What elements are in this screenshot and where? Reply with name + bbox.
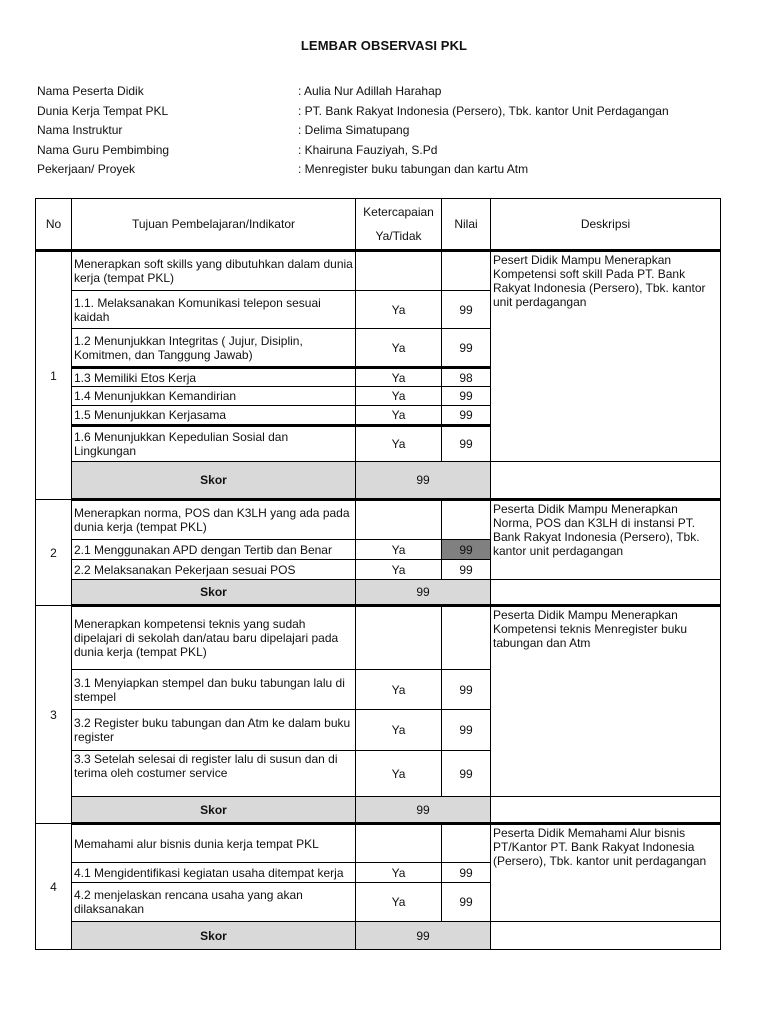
indicator-label: 4.2 menjelaskan rencana usaha yang akan dilaksanakan (72, 883, 356, 922)
indicator-label: 1.1. Melaksanakan Komunikasi telepon sesuai kaidah (72, 291, 356, 329)
section-title: Menerapkan soft skills yang dibutuhkan dalam dunia kerja (tempat PKL) (72, 251, 356, 291)
info-value: : PT. Bank Rakyat Indonesia (Persero), Tbk. kantor Unit Perdagangan (298, 103, 669, 118)
nilai-value: 99 (442, 863, 491, 883)
section-title: Memahami alur bisnis dunia kerja tempat PKL (72, 824, 356, 863)
empty-cell (442, 824, 491, 863)
ketercapaian-value: Ya (356, 863, 442, 883)
info-label: Nama Guru Pembimbing (37, 142, 170, 157)
ketercapaian-value: Ya (356, 751, 442, 797)
section-title: Menerapkan norma, POS dan K3LH yang ada pada dunia kerja (tempat PKL) (72, 500, 356, 540)
skor-label: Skor (72, 462, 356, 500)
skor-label: Skor (72, 797, 356, 824)
info-row-pekerjaan (37, 160, 737, 180)
table-row-section-title (36, 251, 721, 291)
info-row-instruktur (37, 121, 737, 141)
info-label: Nama Instruktur (37, 123, 123, 137)
empty-cell (442, 251, 491, 291)
indicator-label: 2.2 Melaksanakan Pekerjaan sesuai POS (72, 560, 356, 580)
ketercapaian-value: Ya (356, 710, 442, 751)
ketercapaian-value: Ya (356, 426, 442, 462)
ketercapaian-value: Ya (356, 368, 442, 387)
table-header-row (36, 199, 721, 251)
skor-row (36, 580, 721, 606)
header-ketercapaian-line2: Ya/Tidak (375, 229, 422, 243)
info-value: : Delima Simatupang (298, 123, 410, 137)
ketercapaian-value: Ya (356, 291, 442, 329)
empty-cell (491, 580, 721, 606)
nilai-value: 99 (442, 560, 491, 580)
indicator-label: 1.2 Menunjukkan Integritas ( Jujur, Disiplin, Komitmen, dan Tanggung Jawab) (72, 329, 356, 368)
ketercapaian-value: Ya (356, 883, 442, 922)
section-number: 3 (36, 606, 72, 824)
nilai-value: 99 (442, 751, 491, 797)
empty-cell (442, 500, 491, 540)
empty-cell (442, 606, 491, 670)
header-ketercapaian (356, 199, 442, 251)
skor-label: Skor (72, 580, 356, 606)
section-number: 1 (36, 251, 72, 500)
header-no: No (36, 199, 72, 251)
skor-label: Skor (72, 922, 356, 950)
empty-cell (356, 251, 442, 291)
info-row-nama-peserta (37, 82, 737, 102)
nilai-value: 99 (442, 329, 491, 368)
indicator-label: 1.5 Menunjukkan Kerjasama (72, 406, 356, 426)
ketercapaian-value: Ya (356, 540, 442, 560)
info-value: : Aulia Nur Adillah Harahap (298, 84, 442, 98)
empty-cell (356, 606, 442, 670)
document-title: LEMBAR OBSERVASI PKL (300, 38, 468, 53)
empty-cell (491, 797, 721, 824)
skor-row (36, 462, 721, 500)
info-label: Nama Peserta Didik (37, 84, 144, 98)
section-description: Pesert Didik Mampu Menerapkan Kompetensi soft skill Pada PT. Bank Rakyat Indonesia (Persero), Tbk. kantor unit perdagangan (491, 251, 721, 462)
info-label: Dunia Kerja Tempat PKL (37, 103, 169, 118)
skor-value: 99 (356, 580, 491, 606)
nilai-value: 99 (442, 426, 491, 462)
header-ketercapaian-line1: Ketercapaian (363, 205, 434, 219)
ketercapaian-value: Ya (356, 670, 442, 710)
section-title: Menerapkan kompetensi teknis yang sudah dipelajari di sekolah dan/atau baru dipelajari pada dunia kerja (tempat PKL) (72, 606, 356, 670)
header-deskripsi: Deskripsi (491, 199, 721, 251)
skor-row (36, 922, 721, 950)
skor-row (36, 797, 721, 824)
section-number: 4 (36, 824, 72, 950)
info-row-guru-pembimbing (37, 141, 737, 161)
ketercapaian-value: Ya (356, 406, 442, 426)
indicator-label: 1.4 Menunjukkan Kemandirian (72, 387, 356, 406)
empty-cell (356, 500, 442, 540)
info-row-dunia-kerja (37, 102, 737, 122)
skor-value: 99 (356, 797, 491, 824)
info-value: : Menregister buku tabungan dan kartu Atm (298, 162, 529, 176)
section-description: Peserta Didik Memahami Alur bisnis PT/Kantor PT. Bank Rakyat Indonesia (Persero), Tbk. kantor unit perdagangan (491, 824, 721, 922)
nilai-value: 98 (442, 368, 491, 387)
observation-table (35, 198, 721, 950)
nilai-value: 99 (442, 291, 491, 329)
empty-cell (356, 824, 442, 863)
indicator-label: 3.2 Register buku tabungan dan Atm ke dalam buku register (72, 710, 356, 751)
empty-cell (491, 922, 721, 950)
indicator-label: 3.3 Setelah selesai di register lalu di susun dan di terima oleh costumer service (72, 751, 356, 797)
ketercapaian-value: Ya (356, 387, 442, 406)
nilai-value: 99 (442, 670, 491, 710)
indicator-label: 1.6 Menunjukkan Kepedulian Sosial dan Lingkungan (72, 426, 356, 462)
empty-cell (491, 462, 721, 500)
nilai-value: 99 (442, 883, 491, 922)
indicator-label: 2.1 Menggunakan APD dengan Tertib dan Benar (72, 540, 356, 560)
nilai-value: 99 (442, 710, 491, 751)
ketercapaian-value: Ya (356, 560, 442, 580)
nilai-value: 99 (442, 406, 491, 426)
indicator-label: 1.3 Memiliki Etos Kerja (72, 368, 356, 387)
header-tujuan: Tujuan Pembelajaran/Indikator (72, 199, 356, 251)
ketercapaian-value: Ya (356, 329, 442, 368)
indicator-label: 3.1 Menyiapkan stempel dan buku tabungan lalu di stempel (72, 670, 356, 710)
table-row-section-title (36, 500, 721, 540)
info-label: Pekerjaan/ Proyek (37, 162, 136, 176)
skor-value: 99 (356, 462, 491, 500)
nilai-value: 99 (442, 387, 491, 406)
section-number: 2 (36, 500, 72, 606)
skor-value: 99 (356, 922, 491, 950)
header-nilai: Nilai (442, 199, 491, 251)
table-row-section-title (36, 606, 721, 670)
section-description: Peserta Didik Mampu Menerapkan Norma, POS dan K3LH di instansi PT. Bank Rakyat Indonesia (Persero), Tbk. kantor unit perdagangan (491, 500, 721, 580)
nilai-value-highlighted: 99 (442, 540, 491, 560)
info-value: : Khairuna Fauziyah, S.Pd (298, 142, 438, 157)
student-info (37, 82, 737, 180)
section-description: Peserta Didik Mampu Menerapkan Kompetensi teknis Menregister buku tabungan dan Atm (491, 606, 721, 797)
indicator-label: 4.1 Mengidentifikasi kegiatan usaha ditempat kerja (72, 863, 356, 883)
table-row-section-title (36, 824, 721, 863)
